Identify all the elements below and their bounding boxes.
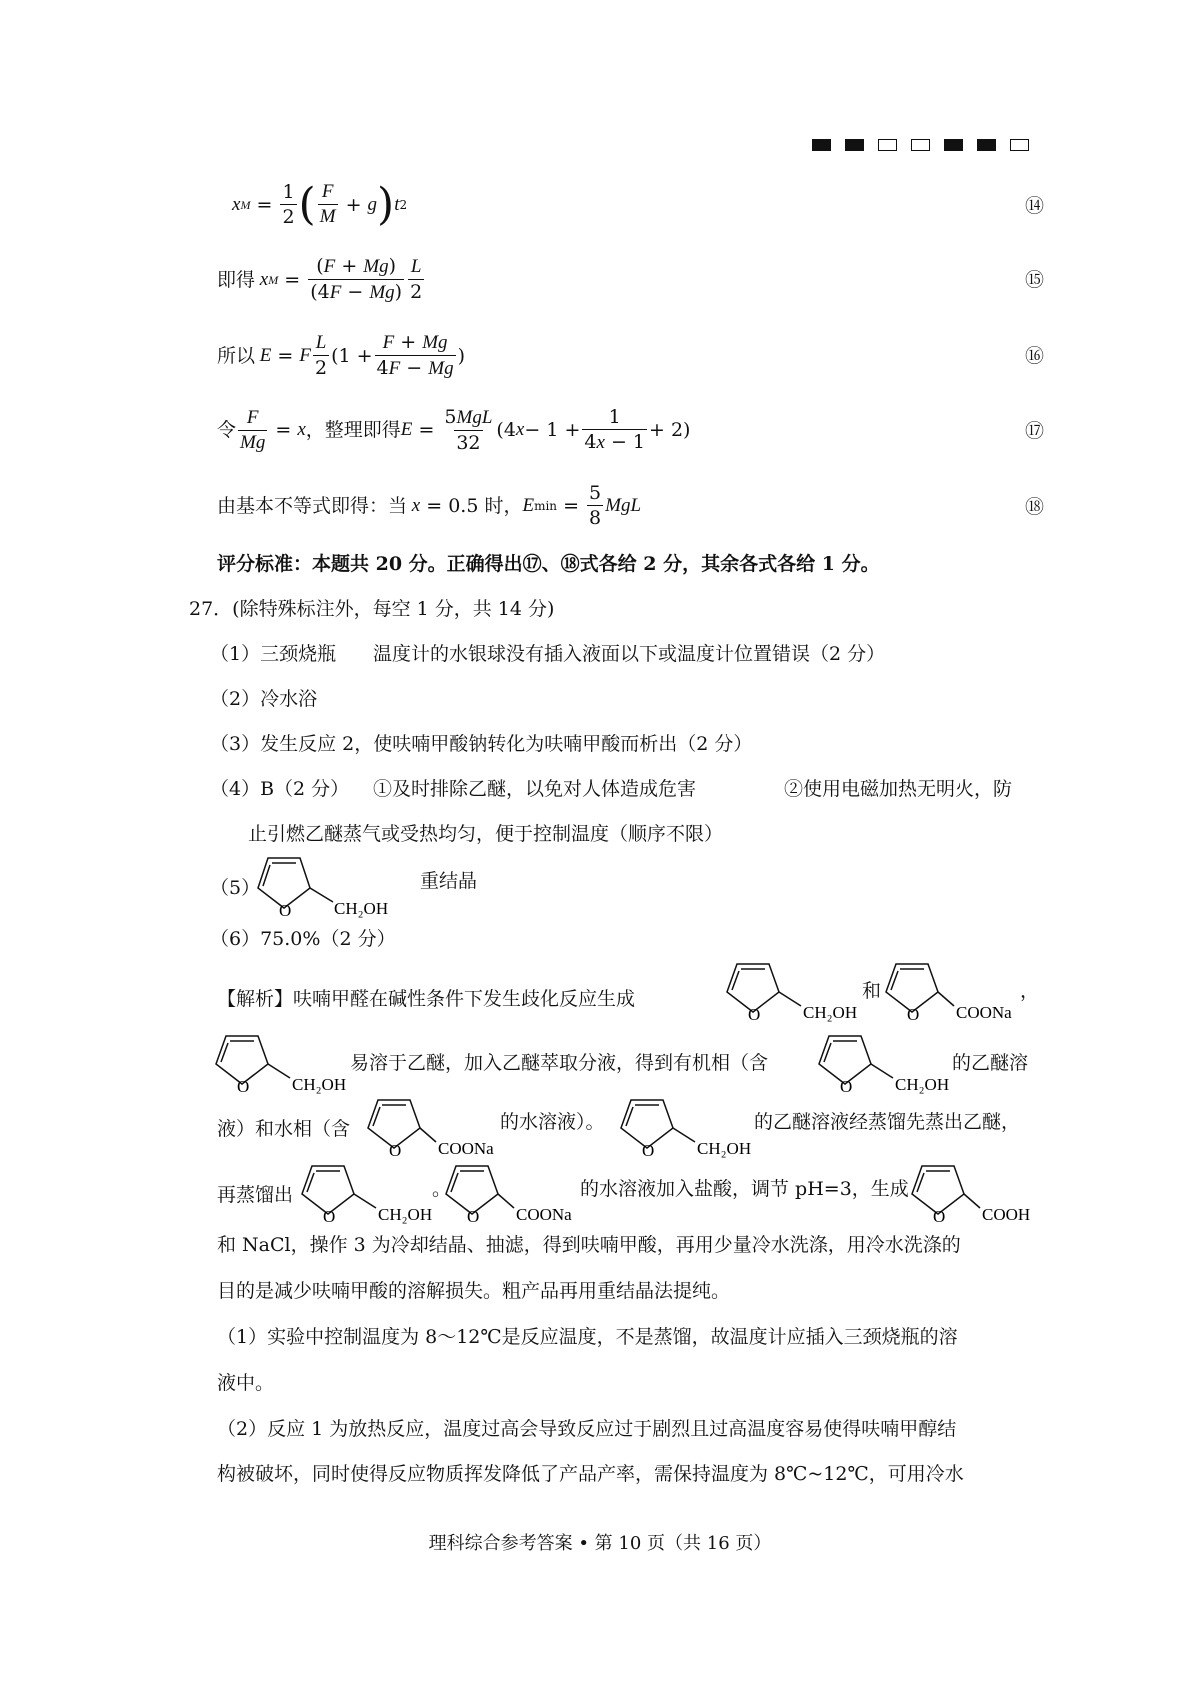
equation-prefix: 令 <box>217 419 237 441</box>
furfuryl-alcohol-structure <box>298 1160 438 1224</box>
analysis-line-4c: 的水溶液加入盐酸，调节 pH=3，生成 <box>580 1178 909 1200</box>
analysis-line-10: 构被破坏，同时使得反应物质挥发降低了产品产率，需保持温度为 8℃~12℃，可用冷水 <box>217 1463 964 1485</box>
mark-empty <box>1010 139 1029 151</box>
ch2oh-label: CH₂OH <box>697 1139 752 1158</box>
equation-number: ⑮ <box>1025 269 1045 291</box>
ring-oxygen: O <box>748 1005 761 1022</box>
equation-prefix: 由基本不等式即得：当 <box>217 494 408 517</box>
analysis-line-7: （1）实验中控制温度为 8～12℃是反应温度，不是蒸馏，故温度计应插入三颈烧瓶的溶 <box>217 1326 958 1348</box>
analysis-line-9: （2）反应 1 为放热反应，温度过高会导致反应过于剧烈且过高温度容易使得呋喃甲醇结 <box>217 1418 957 1440</box>
equation-number: ⑯ <box>1025 345 1045 367</box>
ring-oxygen: O <box>642 1141 655 1158</box>
answer-4a: （4）B（2 分） <box>210 778 350 800</box>
furfuryl-alcohol-structure <box>248 850 388 920</box>
ring-oxygen: O <box>840 1077 853 1094</box>
answer-1a: （1）三颈烧瓶 <box>210 643 337 665</box>
analysis-line-3a: 液）和水相（含 <box>217 1118 351 1140</box>
answer-5b: 重结晶 <box>420 870 478 892</box>
furfuryl-alcohol-structure <box>723 958 863 1022</box>
furfuryl-alcohol-structure <box>815 1030 955 1094</box>
equation-17: 令 $\frac{F}{Mg}$ = x ，整理即得 E = $\frac{\text{5MgL}}{32}$ (4 x − 1 + $\frac{1}{4x - 1}$ + 2) <box>217 406 691 454</box>
page-footer: 理科综合参考答案 • 第 10 页（共 16 页） <box>428 1533 772 1554</box>
equation-mid: 时， <box>484 494 523 517</box>
answer-4d: 止引燃乙醚蒸气或受热均匀，便于控制温度（顺序不限） <box>248 823 724 845</box>
question-27-heading: 27．(除特殊标注外，每空 1 分，共 14 分) <box>189 598 555 620</box>
analysis-line-8: 液中。 <box>217 1372 275 1394</box>
answer-6: （6）75.0%（2 分） <box>210 928 396 950</box>
equation-number: ⑭ <box>1025 195 1045 217</box>
mark-filled <box>977 139 996 151</box>
ch2oh-label: CH₂OH <box>895 1075 950 1094</box>
answer-3: （3）发生反应 2，使呋喃甲酸钠转化为呋喃甲酸而析出（2 分） <box>210 733 753 755</box>
furoic-acid-structure <box>908 1160 1038 1224</box>
mark-filled <box>812 139 831 151</box>
ch2oh-label: CH₂OH <box>292 1075 347 1094</box>
sodium-furoate-structure <box>364 1094 504 1158</box>
ring-oxygen: O <box>323 1207 336 1224</box>
coona-label: COONa <box>438 1139 494 1158</box>
header-marks <box>812 139 1029 151</box>
analysis-line-5: 和 NaCl，操作 3 为冷却结晶、抽滤，得到呋喃甲酸，再用少量冷水洗涤，用冷水洗涤的 <box>217 1234 961 1256</box>
answer-4b: ①及时排除乙醚，以免对人体造成危害 <box>373 778 697 800</box>
answer-2: （2）冷水浴 <box>210 688 318 710</box>
answer-5a: （5） <box>210 877 261 899</box>
furfuryl-alcohol-structure <box>212 1030 352 1094</box>
equation-15: 即得 x M = $\frac{(F + Mg)}{(4F - Mg)}$ $\frac{L}{2}$ <box>217 255 423 303</box>
equation-number: ⑱ <box>1025 496 1045 518</box>
cooh-label: COOH <box>982 1205 1031 1224</box>
sodium-furoate-structure <box>442 1160 582 1224</box>
ch2oh-label: CH₂OH <box>803 1003 858 1022</box>
ring-oxygen: O <box>279 901 292 920</box>
mark-empty <box>878 139 897 151</box>
ch2oh-label: CH₂OH <box>334 899 388 918</box>
equation-number: ⑰ <box>1025 420 1045 442</box>
analysis-line-1b: 和 <box>862 980 882 1002</box>
ring-oxygen: O <box>467 1207 480 1224</box>
mark-empty <box>911 139 930 151</box>
answer-1b: 温度计的水银球没有插入液面以下或温度计位置错误（2 分） <box>373 643 886 665</box>
coona-label: COONa <box>516 1205 572 1224</box>
equation-mid: ，整理即得 <box>305 419 401 441</box>
equation-16: 所以 E = F $\frac{L}{2}$ (1 + $\frac{F + Mg}{4F - Mg}$ ) <box>217 331 465 379</box>
equation-18: 由基本不等式即得：当 x = 0.5 时， E min = $\frac{5}{8}$ MgL <box>217 482 642 529</box>
ring-oxygen: O <box>237 1077 250 1094</box>
equation-14: x M = $\frac{1}{2}$ ( $\frac{F}{M}$ + g ) t 2 <box>232 178 408 230</box>
analysis-line-6: 目的是减少呋喃甲酸的溶解损失。粗产品再用重结晶法提纯。 <box>217 1280 731 1302</box>
sodium-furoate-structure <box>882 958 1022 1022</box>
furfuryl-alcohol-structure <box>617 1094 757 1158</box>
answer-4c: ②使用电磁加热无明火，防 <box>784 778 1013 800</box>
mark-filled <box>944 139 963 151</box>
ch2oh-label: CH₂OH <box>378 1205 433 1224</box>
analysis-line-2a: 易溶于乙醚，加入乙醚萃取分液，得到有机相（含 <box>350 1052 769 1074</box>
equation-prefix: 即得 <box>217 268 256 291</box>
ring-oxygen: O <box>933 1207 946 1224</box>
analysis-line-1a: 【解析】呋喃甲醛在碱性条件下发生歧化反应生成 <box>217 988 636 1010</box>
analysis-line-1c: ， <box>1020 980 1040 1002</box>
analysis-line-3c: 的乙醚溶液经蒸馏先蒸出乙醚， <box>754 1111 1021 1133</box>
equation-prefix: 所以 <box>217 344 256 367</box>
coona-label: COONa <box>956 1003 1012 1022</box>
ring-oxygen: O <box>389 1141 402 1158</box>
ring-oxygen: O <box>907 1005 920 1022</box>
scoring-criteria: 评分标准：本题共 20 分。正确得出⑰、⑱式各给 2 分，其余各式各给 1 分。 <box>217 553 880 575</box>
analysis-line-2b: 的乙醚溶 <box>952 1052 1029 1074</box>
analysis-line-3b: 的水溶液）。 <box>500 1111 605 1133</box>
analysis-line-4b: 。 <box>432 1178 452 1200</box>
analysis-line-4a: 再蒸馏出 <box>217 1184 294 1206</box>
mark-filled <box>845 139 864 151</box>
